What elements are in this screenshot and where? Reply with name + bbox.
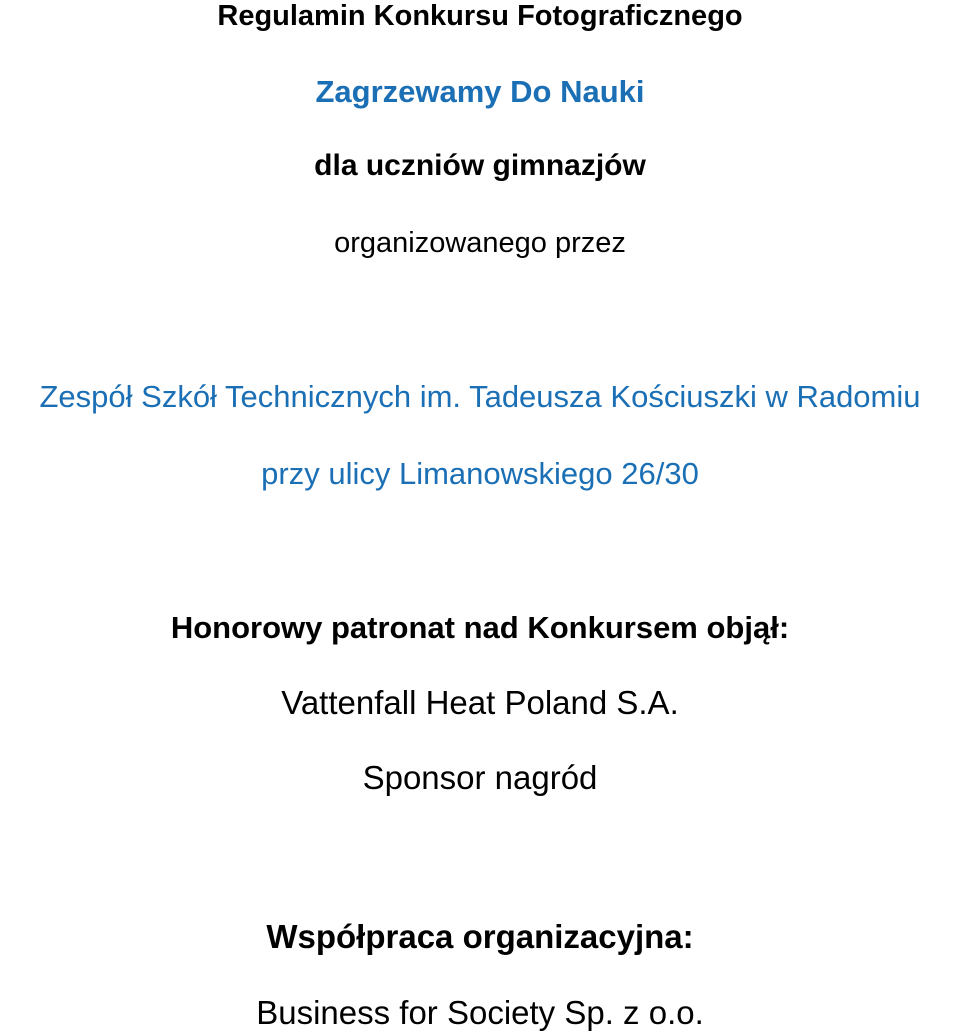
- organizer-school: Zespół Szkół Technicznych im. Tadeusza Kościuszki w Radomiu: [39, 379, 921, 414]
- patron-name: Vattenfall Heat Poland S.A.: [281, 684, 679, 721]
- contest-name: Zagrzewamy Do Nauki: [315, 74, 645, 109]
- patronage-heading: Honorowy patronat nad Konkursem objął:: [170, 610, 790, 645]
- organizer-address: przy ulicy Limanowskiego 26/30: [261, 456, 699, 491]
- patron-role: Sponsor nagród: [362, 759, 598, 796]
- organized-by-label: organizowanego przez: [334, 227, 626, 259]
- audience-line: dla uczniów gimnazjów: [314, 149, 646, 182]
- document-title: Regulamin Konkursu Fotograficznego: [217, 0, 743, 32]
- cooperation-partner: Business for Society Sp. z o.o.: [256, 994, 704, 1031]
- cooperation-heading: Współpraca organizacyjna:: [266, 918, 694, 955]
